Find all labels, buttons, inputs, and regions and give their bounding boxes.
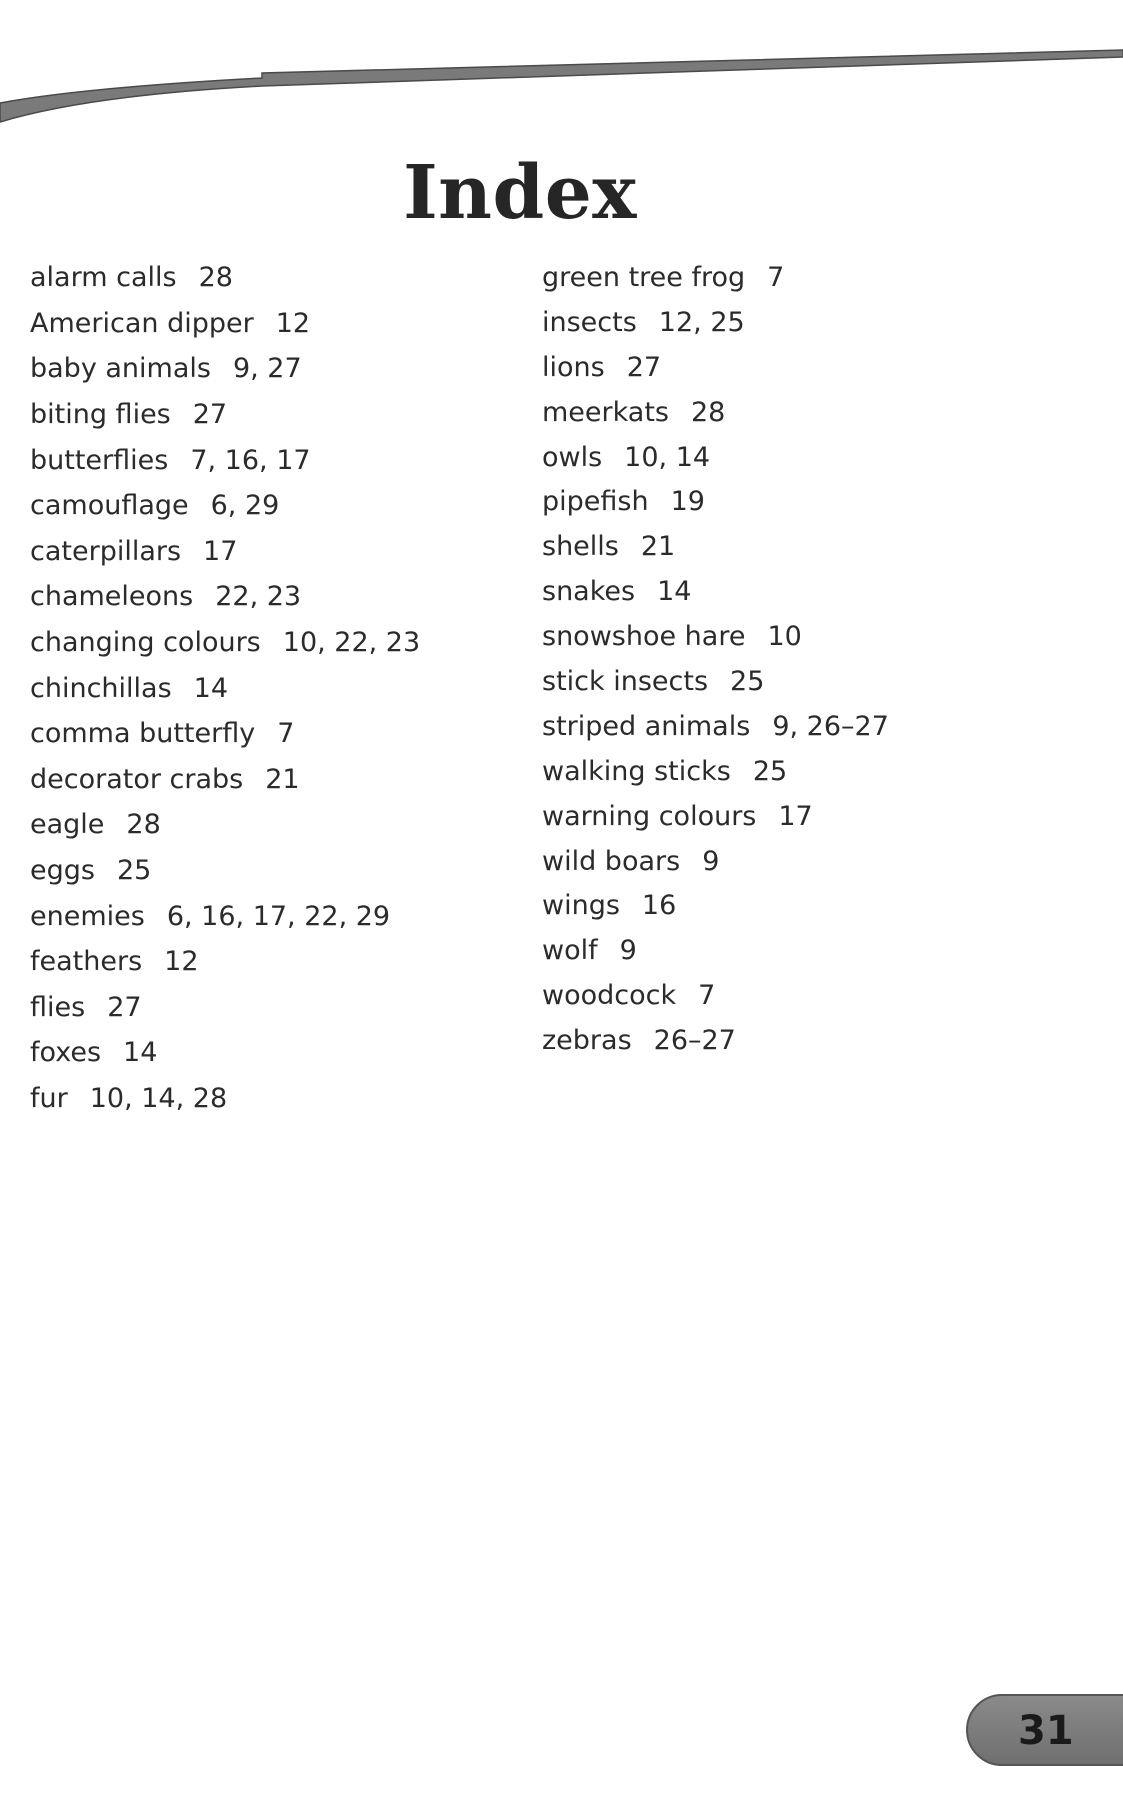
entry-pages: 27 xyxy=(107,991,142,1023)
entry-term: butterflies xyxy=(30,444,169,476)
entry-term: warning colours xyxy=(542,800,757,832)
index-entry xyxy=(30,848,420,894)
entry-term: striped animals xyxy=(542,710,751,742)
entry-term: eagle xyxy=(30,809,105,841)
index-entry xyxy=(542,883,889,928)
entry-pages: 10, 22, 23 xyxy=(282,627,421,659)
index-entry xyxy=(30,665,420,711)
index-entry xyxy=(542,704,889,749)
entry-term: walking sticks xyxy=(542,755,731,787)
index-entry xyxy=(542,255,889,300)
entry-term: fur xyxy=(30,1082,68,1114)
index-entry xyxy=(30,301,420,347)
index-entry xyxy=(30,802,420,848)
entry-pages: 26–27 xyxy=(653,1025,736,1057)
header-band xyxy=(0,0,1123,140)
entry-term: American dipper xyxy=(30,307,254,339)
entry-term: stick insects xyxy=(542,665,709,697)
entry-term: wolf xyxy=(542,935,598,967)
entry-term: green tree frog xyxy=(542,261,746,293)
entry-term: biting flies xyxy=(30,399,171,431)
entry-term: decorator crabs xyxy=(30,763,244,795)
entry-pages: 19 xyxy=(670,486,705,518)
index-entry xyxy=(30,620,420,666)
index-entry xyxy=(30,893,420,939)
index-entry xyxy=(542,928,889,973)
entry-term: comma butterfly xyxy=(30,718,256,750)
entry-term: snakes xyxy=(542,576,636,608)
entry-pages: 25 xyxy=(730,665,765,697)
index-entry xyxy=(30,1030,420,1076)
entry-term: baby animals xyxy=(30,353,211,385)
entry-term: eggs xyxy=(30,855,95,887)
entry-term: flies xyxy=(30,991,86,1023)
entry-term: feathers xyxy=(30,946,143,978)
entry-pages: 10 xyxy=(767,621,802,653)
index-entry xyxy=(30,255,420,301)
entry-pages: 14 xyxy=(123,1037,158,1069)
entry-pages: 27 xyxy=(626,351,662,383)
entry-term: enemies xyxy=(30,900,145,932)
index-entry xyxy=(30,392,420,438)
entry-pages: 9 xyxy=(702,845,720,877)
entry-term: pipefish xyxy=(542,486,649,518)
entry-pages: 17 xyxy=(203,535,238,567)
entry-pages: 12 xyxy=(164,946,199,978)
entry-term: shells xyxy=(542,531,619,563)
index-entry xyxy=(30,711,420,757)
index-entry xyxy=(542,973,889,1018)
index-entry xyxy=(30,574,420,620)
index-entry xyxy=(542,345,889,390)
entry-pages: 14 xyxy=(193,672,229,704)
index-entry xyxy=(30,1076,420,1122)
entry-term: chameleons xyxy=(30,581,194,613)
entry-term: foxes xyxy=(30,1037,102,1069)
index-entry xyxy=(542,300,889,345)
entry-pages: 6, 16, 17, 22, 29 xyxy=(166,900,391,932)
entry-term: snowshoe hare xyxy=(542,621,746,653)
entry-term: owls xyxy=(542,441,603,473)
entry-pages: 7 xyxy=(277,718,295,750)
entry-pages: 25 xyxy=(116,855,152,887)
index-entry xyxy=(30,346,420,392)
index-entry xyxy=(542,749,889,794)
entry-term: zebras xyxy=(542,1025,632,1057)
index-entry xyxy=(542,479,889,524)
entry-pages: 10, 14 xyxy=(624,441,711,473)
header-band-shape xyxy=(0,50,1123,122)
entry-pages: 27 xyxy=(192,399,228,431)
index-entry xyxy=(30,483,420,529)
index-entry xyxy=(30,529,420,575)
entry-term: alarm calls xyxy=(30,262,177,294)
entry-term: changing colours xyxy=(30,627,261,659)
index-column-left xyxy=(30,255,420,1121)
entry-pages: 9, 26–27 xyxy=(772,710,889,742)
entry-pages: 9, 27 xyxy=(232,353,302,385)
index-column-right xyxy=(542,255,889,1063)
entry-pages: 10, 14, 28 xyxy=(89,1082,228,1114)
index-entry xyxy=(542,390,889,435)
index-entry xyxy=(30,757,420,803)
entry-pages: 22, 23 xyxy=(215,581,302,613)
entry-pages: 12 xyxy=(275,307,311,339)
entry-term: meerkats xyxy=(542,396,669,428)
entry-pages: 25 xyxy=(752,755,788,787)
index-entry xyxy=(542,1018,889,1063)
entry-term: camouflage xyxy=(30,490,189,522)
entry-term: woodcock xyxy=(542,980,677,1012)
entry-pages: 21 xyxy=(265,763,300,795)
entry-term: wild boars xyxy=(542,845,681,877)
entry-pages: 28 xyxy=(690,396,726,428)
entry-pages: 7 xyxy=(767,261,785,293)
index-entry xyxy=(542,524,889,569)
entry-term: insects xyxy=(542,306,637,338)
entry-term: caterpillars xyxy=(30,535,182,567)
entry-term: chinchillas xyxy=(30,672,172,704)
entry-pages: 6, 29 xyxy=(210,490,280,522)
entry-pages: 21 xyxy=(640,531,676,563)
page-number: 31 xyxy=(1018,1708,1074,1754)
entry-pages: 7 xyxy=(698,980,716,1012)
entry-pages: 28 xyxy=(126,809,161,841)
entry-pages: 16 xyxy=(641,890,677,922)
index-entry xyxy=(542,614,889,659)
index-entry xyxy=(30,985,420,1031)
index-entry xyxy=(542,659,889,704)
index-entry xyxy=(30,437,420,483)
index-entry xyxy=(542,839,889,884)
entry-pages: 17 xyxy=(778,800,813,832)
entry-pages: 7, 16, 17 xyxy=(190,444,311,476)
page-title: Index xyxy=(403,149,637,236)
index-entry xyxy=(542,435,889,480)
entry-pages: 12, 25 xyxy=(658,306,745,338)
index-entry xyxy=(30,939,420,985)
entry-term: wings xyxy=(542,890,620,922)
entry-pages: 9 xyxy=(619,935,637,967)
index-entry xyxy=(542,569,889,614)
entry-pages: 14 xyxy=(657,576,692,608)
entry-pages: 28 xyxy=(198,262,233,294)
index-entry xyxy=(542,794,889,839)
entry-term: lions xyxy=(542,351,605,383)
